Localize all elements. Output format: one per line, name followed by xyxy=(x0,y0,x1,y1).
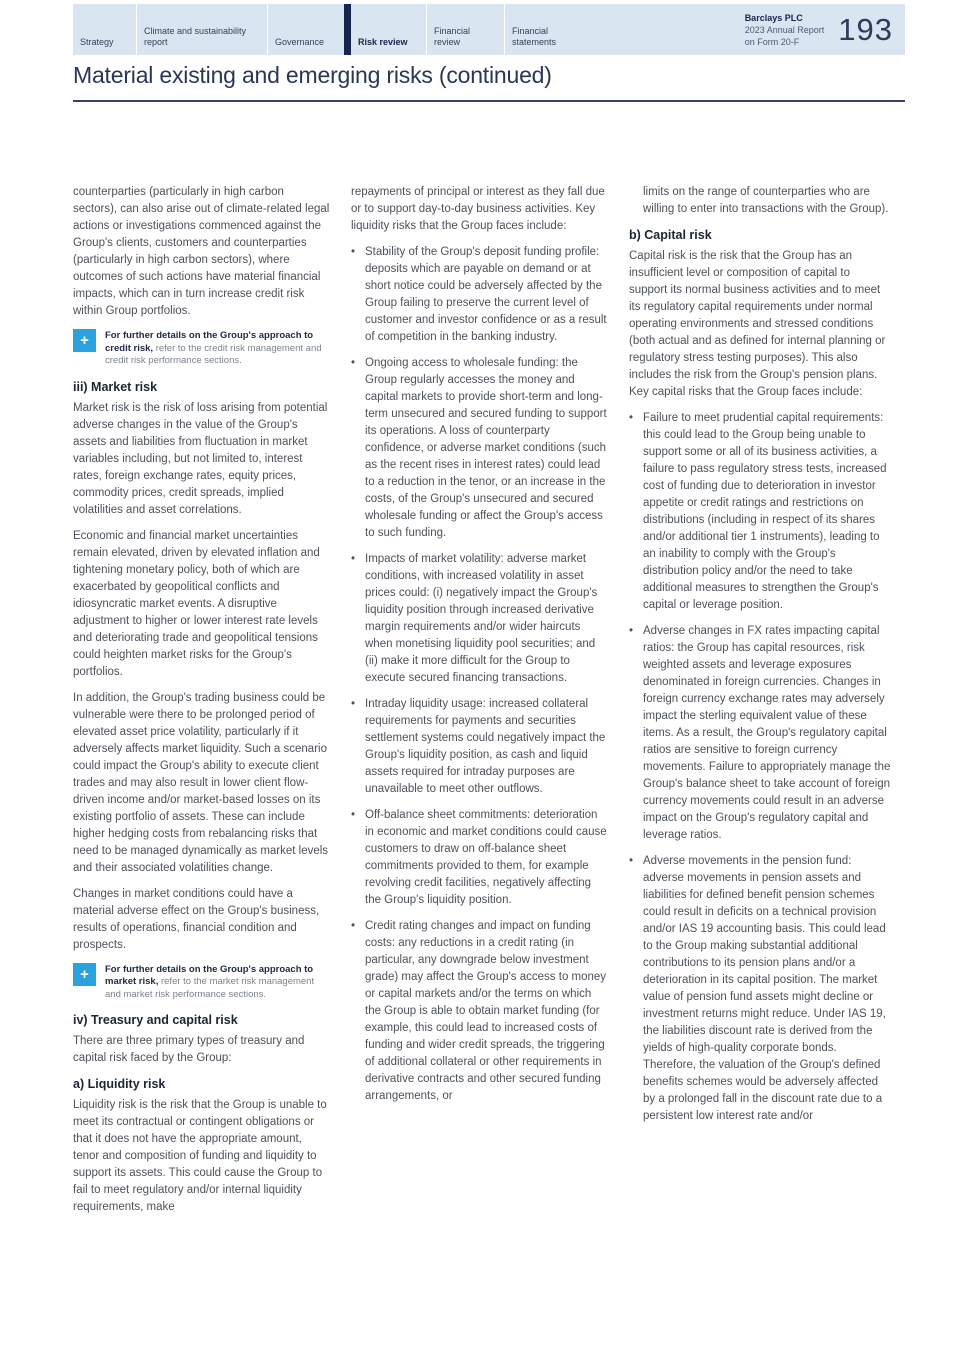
brand-form-line: on Form 20-F xyxy=(744,36,800,47)
bullet-text: Stability of the Group's deposit funding profile: deposits which are payable on demand or at short notice could be adversely affected by the Group failing to preserve the current level of customer and investor confidence or as a result of competition in the banking industry. xyxy=(365,246,607,343)
bullet-icon: • xyxy=(351,920,356,932)
bullet-icon: • xyxy=(629,412,634,424)
list-item xyxy=(351,696,609,798)
list-item xyxy=(629,853,891,1125)
callout-text xyxy=(105,329,331,368)
report-brand-block xyxy=(745,4,905,55)
bullet-icon: • xyxy=(629,625,634,637)
credit-risk-reference-callout xyxy=(73,329,331,368)
plus-icon: + xyxy=(73,963,96,986)
list-item xyxy=(351,355,609,542)
market-risk-reference-callout xyxy=(73,963,331,1002)
heading-capital-risk: b) Capital risk xyxy=(629,228,712,242)
bullet-continuation: limits on the range of counterparties who are willing to enter into transactions with the Group). xyxy=(643,186,889,215)
bullet-text: Adverse changes in FX rates impacting capital ratios: the Group has capital resources, risk weighted assets and leverage exposures denominated in foreign currencies. Changes in foreign currency exchange rates may adversely impact the sterling equivalent value of these items. As a result, the Group's regulatory capital ratios are sensitive to foreign currency movements. Failure to appropriately manage the Group's balance sheet to take account of foreign currency movements could result in an adverse impact on the Group's regulatory capital and leverage ratios. xyxy=(643,625,891,841)
bullet-text: Failure to meet prudential capital requirements: this could lead to the Group being unable to support some or all of its business activities, a failure to pass regulatory stress tests, increased cost of funding due to deterioration in investor appetite or credit ratings and restrictions on distributions (including in respect of its shares and/or additional tier 1 instruments), leading to an inability to comply with the Group's distribution policy and/or the need to take additional measures to strengthen the Group's capital or leverage position. xyxy=(643,412,887,611)
paragraph: counterparties (particularly in high carbon sectors), can also arise out of climate-related legal actions or investigations commenced against the Group's clients, customers and counterparties (particularly in high carbon sectors), where outcomes of such actions have material financial impacts, which can in turn increase credit risk within Group portfolios. xyxy=(73,186,330,317)
bullet-icon: • xyxy=(351,357,356,369)
bullet-text: Intraday liquidity usage: increased collateral requirements for payments and securities settlement systems could negatively impact the Group's liquidity position, as cash and liquid assets required for intraday purposes are unavailable to meet other outflows. xyxy=(365,698,606,795)
bullet-text: Impacts of market volatility: adverse market conditions, with increased volatility in asset prices could: (i) negatively impact the Group's liquidity position through increased derivative margin requirements and/or wider haircuts when monetising liquidity pool securities; and (ii) make it more difficult for the Group to execute secured financing transactions. xyxy=(365,553,598,684)
bullet-text: Credit rating changes and impact on funding costs: any reductions in a credit rating (in particular, any downgrade below investment grade) may affect the Group's access to money or capital markets and/or the terms on which the Group is able to obtain market funding (for example, this could lead to increased costs of funding and wider credit spreads, the triggering of additional collateral or other requirements in derivative contracts and other secured funding arrangements, or xyxy=(365,920,607,1102)
brand-name: Barclays PLC xyxy=(744,12,803,23)
title-rule xyxy=(73,100,905,102)
list-item xyxy=(629,410,891,614)
bullet-icon: • xyxy=(351,698,356,710)
bullet-text: Off-balance sheet commitments: deterioration in economic and market conditions could cause customers to draw on off-balance sheet commitments provided to them, for example revolving credit facilities, negatively affecting the Group's liquidity position. xyxy=(365,809,607,906)
bullet-text: Adverse movements in the pension fund: adverse movements in pension assets and liabilities for defined benefit pension schemes could result in deficits on a technical provision and/or IAS 19 accounting basis. This could lead to the Group making substantial additional contributions to its pension plans and/or a deterioration in its capital position. The market value of pension fund assets might decline or investment returns might reduce. Under IAS 19, the liabilities discount rate is derived from the yields of high-quality corporate bonds. Therefore, the valuation of the Group's defined benefits schemes would be adversely affected by a prolonged fall in the discount rate due to a persistent low interest rate and/or xyxy=(643,855,886,1122)
plus-icon: + xyxy=(73,329,96,352)
paragraph: repayments of principal or interest as they fall due or to support day-to-day business activities. Key liquidity risks that the Group faces include: xyxy=(351,186,605,232)
paragraph: Economic and financial market uncertainties remain elevated, driven by elevated inflation and tightening monetary policy, both of which are exacerbated by geopolitical conflicts and idiosyncratic market events. A disruptive adjustment to higher or lower interest rate levels and deteriorating trade and geopolitical tensions could heighten market risks for the Group's portfolios. xyxy=(73,529,320,678)
tab-governance-label: Governance xyxy=(275,37,325,47)
tab-climate-label: Climate and sustainability report xyxy=(144,26,247,47)
paragraph: There are three primary types of treasury and capital risk faced by the Group: xyxy=(73,1035,305,1064)
bullet-icon: • xyxy=(351,246,356,258)
report-brand-text xyxy=(745,12,825,48)
bullet-icon: • xyxy=(351,809,356,821)
body-columns xyxy=(73,184,905,1225)
paragraph: In addition, the Group's trading business could be vulnerable were there to be prolonged period of elevated asset price volatility, particularly if it adversely affects market liquidity. Such a scenario could impact the Group's ability to execute client trades and may also result in lower client flow-driven income and/or market-based losses on its existing portfolio of assets. These can include higher hedging costs from rebalancing risks that need to be managed dynamically as market levels and their associated volatilities change. xyxy=(73,691,329,874)
bullet-text: Ongoing access to wholesale funding: the Group regularly accesses the money and capital markets to provide short-term and long-term unsecured and secured funding to support its operations. A loss of counterparty confidence, or adverse market conditions (such as the recent rises in interest rates) could lead to a reduction in the tenor, or an increase in the costs, of the Group's unsecured and secured wholesale funding or affect the Group's access to such funding. xyxy=(365,357,607,539)
heading-treasury-capital-risk: iv) Treasury and capital risk xyxy=(73,1013,238,1027)
tab-financial-review[interactable] xyxy=(426,4,504,55)
paragraph: Capital risk is the risk that the Group has an insufficient level or composition of capital to support its normal business activities and to meet its regulatory capital requirements under normal operating environments and stressed conditions (both actual and as defined for internal planning or regulatory stress testing purposes). This also includes the risk from the Group's pension plans. Key capital risks that the Group faces include: xyxy=(629,250,886,398)
bullet-icon: • xyxy=(351,553,356,565)
list-item xyxy=(351,807,609,909)
page-number: 193 xyxy=(838,12,893,47)
tab-financial-statements-label: Financial statements xyxy=(512,26,557,47)
list-item xyxy=(629,623,891,844)
heading-liquidity-risk: a) Liquidity risk xyxy=(73,1077,166,1091)
column-1 xyxy=(73,184,331,1225)
list-item xyxy=(351,551,609,687)
callout-rest: refer to the credit risk management and credit risk performance sections. xyxy=(105,342,322,366)
tab-governance[interactable] xyxy=(267,4,344,55)
paragraph: Liquidity risk is the risk that the Group is unable to meet its contractual or contingent obligations or that it does not have the appropriate amount, tenor and composition of funding and liquidity to support its assets. This could cause the Group to fail to meet regulatory and/or internal liquidity requirements, make xyxy=(73,1099,327,1213)
list-item xyxy=(351,244,609,346)
bullet-icon: • xyxy=(629,855,634,867)
tab-risk-review[interactable] xyxy=(344,4,426,55)
column-3 xyxy=(629,184,891,1225)
callout-bold: For further details on the Group's approach to credit risk, xyxy=(105,330,314,354)
header-tab-bar xyxy=(73,4,905,55)
tab-strategy[interactable] xyxy=(73,4,136,55)
tab-financial-statements[interactable] xyxy=(504,4,588,55)
callout-rest: refer to the market risk management and market risk performance sections. xyxy=(105,976,315,1000)
callout-text xyxy=(105,963,331,1002)
tab-climate-sustainability[interactable] xyxy=(136,4,267,55)
list-item xyxy=(351,918,609,1105)
paragraph: Changes in market conditions could have a material adverse effect on the Group's business, results of operations, financial condition and prospects. xyxy=(73,887,320,951)
tab-financial-review-label: Financial review xyxy=(434,26,471,47)
heading-market-risk: iii) Market risk xyxy=(73,379,158,394)
column-2 xyxy=(351,184,609,1225)
page-title: Material existing and emerging risks (continued) xyxy=(73,62,552,88)
tab-risk-review-label: Risk review xyxy=(358,37,408,47)
paragraph: Market risk is the risk of loss arising from potential adverse changes in the value of the Group's assets and liabilities from fluctuation in market variables including, but not limited to, interest rates, foreign exchange rates, equity prices, commodity prices, credit spreads, implied volatilities and asset correlations. xyxy=(73,401,328,516)
brand-report-line: 2023 Annual Report xyxy=(744,24,825,35)
tab-strategy-label: Strategy xyxy=(80,37,114,47)
callout-bold: For further details on the Group's approach to market risk, xyxy=(105,963,314,987)
